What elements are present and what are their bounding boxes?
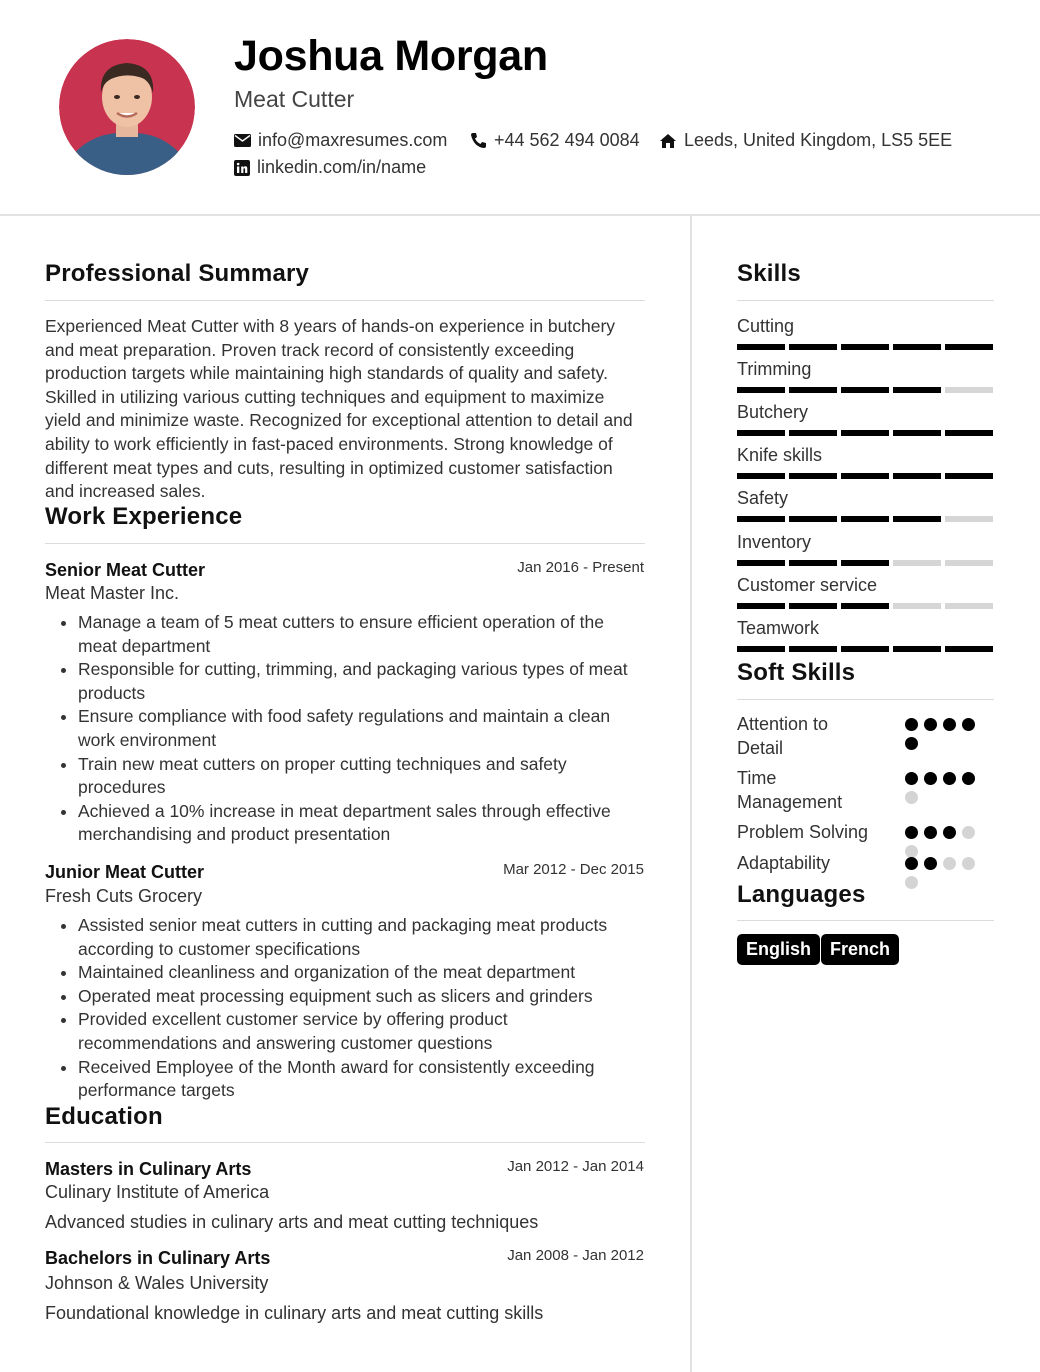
skill-level-segment — [893, 430, 941, 436]
skill-level-segment — [789, 516, 837, 522]
skill-level-bar — [737, 646, 993, 652]
phone-contact[interactable] — [470, 130, 640, 151]
experience-rule — [45, 543, 645, 544]
skill-level-segment — [841, 560, 889, 566]
skill-level-segment — [945, 516, 993, 522]
rating-dot — [943, 826, 956, 839]
skill-level-segment — [945, 603, 993, 609]
skill-level-segment — [737, 516, 785, 522]
candidate-title: Meat Cutter — [234, 86, 355, 112]
language-badge: French — [821, 934, 899, 965]
list-item: • Manage a team of 5 meat cutters to ensure efficient operation of the meat department — [78, 611, 645, 658]
skill-level-segment — [841, 430, 889, 436]
rating-dot — [924, 772, 937, 785]
list-item: • Assisted senior meat cutters in cutting and packaging meat products according to customer specifications — [78, 914, 645, 961]
skill-level-segment — [893, 646, 941, 652]
skill-level-segment — [841, 516, 889, 522]
skill-level-segment — [789, 344, 837, 350]
skill-level-segment — [789, 387, 837, 393]
skill-level-segment — [945, 344, 993, 350]
degree-title: Bachelors in Culinary Arts — [45, 1248, 271, 1268]
soft-skills-rule — [737, 699, 994, 700]
rating-dot — [905, 857, 918, 870]
skill-level-segment — [945, 473, 993, 479]
skill-level-segment — [841, 646, 889, 652]
skill-level-segment — [841, 344, 889, 350]
soft-skill-rating — [905, 718, 985, 750]
skill-level-segment — [893, 473, 941, 479]
skill-level-segment — [789, 473, 837, 479]
degree-title: Masters in Culinary Arts — [45, 1159, 252, 1179]
rating-dot — [905, 772, 918, 785]
degree-dates: Jan 2008 - Jan 2012 — [507, 1247, 644, 1264]
rating-dot — [924, 826, 937, 839]
job-company: Fresh Cuts Grocery — [45, 886, 203, 906]
skill-level-bar — [737, 560, 993, 566]
skill-level-bar — [737, 473, 993, 479]
skill-label: Butchery — [737, 402, 809, 423]
soft-skill-label: Problem Solving — [737, 822, 869, 842]
summary-heading: Professional Summary — [45, 260, 310, 287]
address-contact — [659, 130, 952, 151]
skill-label: Customer service — [737, 574, 878, 595]
languages-heading: Languages — [737, 881, 866, 908]
skill-level-segment — [893, 516, 941, 522]
degree-description: Foundational knowledge in culinary arts and meat cutting skills — [45, 1303, 544, 1323]
skill-label: Trimming — [737, 359, 812, 380]
rating-dot — [962, 857, 975, 870]
linkedin-text: linkedin.com/in/name — [257, 157, 427, 177]
job-title: Junior Meat Cutter — [45, 862, 205, 882]
language-badge: English — [737, 934, 820, 965]
skill-level-segment — [737, 430, 785, 436]
list-item: • Responsible for cutting, trimming, and packaging various types of meat products — [78, 658, 645, 705]
rating-dot — [924, 857, 937, 870]
email-contact[interactable] — [234, 130, 447, 151]
soft-skill-rating — [905, 772, 985, 804]
rating-dot — [962, 772, 975, 785]
job-company: Meat Master Inc. — [45, 583, 180, 603]
job-bullets — [45, 914, 645, 1103]
experience-heading: Work Experience — [45, 503, 243, 530]
skill-level-segment — [737, 560, 785, 566]
soft-skill-label: Time Management — [737, 768, 843, 812]
rating-dot — [943, 772, 956, 785]
skill-level-segment — [737, 387, 785, 393]
rating-dot — [943, 857, 956, 870]
soft-skills-heading: Soft Skills — [737, 659, 856, 686]
skill-level-segment — [789, 560, 837, 566]
soft-skill-rating — [905, 826, 985, 858]
email-text: info@maxresumes.com — [258, 130, 448, 150]
profile-photo — [59, 39, 195, 175]
rating-dot — [905, 826, 918, 839]
skill-label: Safety — [737, 488, 789, 509]
skill-label: Knife skills — [737, 445, 823, 466]
skill-level-segment — [841, 603, 889, 609]
candidate-name: Joshua Morgan — [234, 32, 548, 80]
languages-rule — [737, 920, 994, 921]
phone-icon — [470, 132, 487, 149]
skill-level-segment — [737, 344, 785, 350]
job-dates: Mar 2012 - Dec 2015 — [503, 861, 644, 878]
envelope-icon — [234, 134, 251, 147]
skill-level-segment — [945, 387, 993, 393]
resume-header — [0, 0, 1040, 216]
skill-label: Inventory — [737, 531, 812, 552]
rating-dot — [924, 718, 937, 731]
summary-text: Experienced Meat Cutter with 8 years of hands-on experience in butchery and meat preparation. Proven track record of consistently exceeding production targets while maintaining high standards of quality and safety. Skilled in utilizing various cutting techniques and equipment to maximize yield and minimize waste. Recognized for exceptional attention to detail and ability to work efficiently in fast-paced environments. Strong knowledge of different meat types and cuts, resulting in optimized customer satisfaction and increased sales. — [45, 316, 633, 502]
list-item: • Provided excellent customer service by offering product recommendations and answering customer questions — [78, 1008, 645, 1055]
skill-level-segment — [893, 387, 941, 393]
list-item: • Ensure compliance with food safety regulations and maintain a clean work environment — [78, 705, 645, 752]
school-name: Culinary Institute of America — [45, 1182, 270, 1202]
list-item: • Maintained cleanliness and organization of the meat department — [78, 961, 645, 985]
rating-dot — [905, 791, 918, 804]
list-item: • Received Employee of the Month award for consistently exceeding performance targets — [78, 1056, 645, 1103]
degree-dates: Jan 2012 - Jan 2014 — [507, 1158, 644, 1175]
school-name: Johnson & Wales University — [45, 1273, 269, 1293]
skill-label: Cutting — [737, 316, 795, 336]
skill-level-segment — [893, 560, 941, 566]
skill-label: Teamwork — [737, 617, 820, 638]
list-item: • Operated meat processing equipment such as slicers and grinders — [78, 985, 645, 1009]
rating-dot — [943, 718, 956, 731]
skill-level-segment — [789, 646, 837, 652]
skill-level-segment — [841, 387, 889, 393]
education-heading: Education — [45, 1103, 163, 1130]
skill-level-segment — [945, 560, 993, 566]
linkedin-icon — [234, 160, 250, 176]
skill-level-bar — [737, 603, 993, 609]
column-divider — [690, 216, 692, 1372]
skill-level-segment — [841, 473, 889, 479]
rating-dot — [905, 737, 918, 750]
skill-level-segment — [945, 646, 993, 652]
skill-level-bar — [737, 516, 993, 522]
rating-dot — [962, 718, 975, 731]
job-bullets — [45, 611, 645, 847]
home-icon — [659, 133, 677, 149]
job-title: Senior Meat Cutter — [45, 560, 206, 580]
job-dates: Jan 2016 - Present — [517, 559, 644, 576]
skill-level-segment — [789, 603, 837, 609]
skill-level-bar — [737, 344, 993, 350]
skill-level-segment — [893, 344, 941, 350]
degree-description: Advanced studies in culinary arts and meat cutting techniques — [45, 1212, 539, 1232]
rating-dot — [905, 718, 918, 731]
summary-rule — [45, 300, 645, 301]
skill-level-bar — [737, 430, 993, 436]
address-text: Leeds, United Kingdom, LS5 5EE — [684, 130, 953, 150]
list-item: • Achieved a 10% increase in meat department sales through effective merchandising and product presentation — [78, 800, 645, 847]
skill-level-segment — [945, 430, 993, 436]
skills-rule — [737, 300, 994, 301]
skill-level-segment — [789, 430, 837, 436]
soft-skill-label: Adaptability — [737, 853, 831, 873]
rating-dot — [962, 826, 975, 839]
soft-skill-label: Attention to Detail — [737, 714, 829, 758]
phone-text: +44 562 494 0084 — [494, 130, 640, 150]
education-rule — [45, 1142, 645, 1143]
linkedin-contact[interactable] — [234, 157, 426, 178]
rating-dot — [905, 876, 918, 889]
list-item: • Train new meat cutters on proper cutting techniques and safety procedures — [78, 753, 645, 800]
skills-heading: Skills — [737, 260, 801, 287]
soft-skill-rating — [905, 857, 985, 889]
skill-level-segment — [893, 603, 941, 609]
skill-level-segment — [737, 603, 785, 609]
skill-level-segment — [737, 473, 785, 479]
skill-level-bar — [737, 387, 993, 393]
skill-level-segment — [737, 646, 785, 652]
